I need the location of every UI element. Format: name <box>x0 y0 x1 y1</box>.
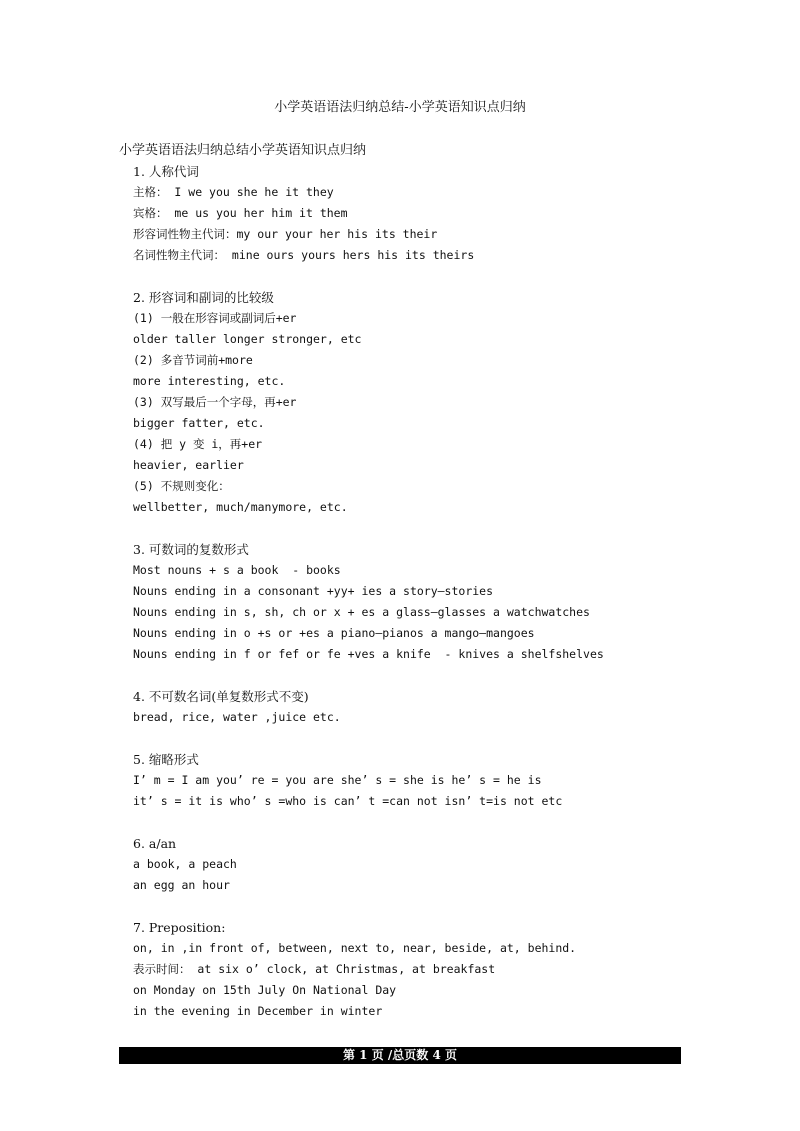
body-line: Nouns ending in s, sh, ch or x + es a glass—glasses a watchwatches <box>133 605 590 619</box>
section-heading: 1. 人称代词 <box>133 164 199 179</box>
section-comparatives <box>133 287 693 518</box>
section-heading: 3. 可数词的复数形式 <box>133 542 249 557</box>
section-articles <box>133 833 693 896</box>
body-line: Nouns ending in a consonant +yy+ ies a story—stories <box>133 584 494 598</box>
section-spacer <box>133 812 693 833</box>
section-prepositions <box>133 917 693 1022</box>
body-line: it’ s = it is who’ s =who is can’ t =can not isn’ t=is not etc <box>133 794 563 808</box>
body-line: a book, a peach <box>133 857 237 871</box>
section-spacer <box>133 665 693 686</box>
section-contractions <box>133 749 693 812</box>
section-heading: 6. a/an <box>133 836 177 851</box>
body-line: 形容词性物主代词：my our your her his its their <box>133 227 438 241</box>
body-line: in the evening in December in winter <box>133 1004 383 1018</box>
section-spacer <box>133 896 693 917</box>
section-uncountable-nouns <box>133 686 693 728</box>
body-line: Nouns ending in o +s or +es a piano—pianos a mango—mangoes <box>133 626 535 640</box>
body-line: (1) 一般在形容词或副词后+er <box>133 311 297 325</box>
body-line: bigger fatter, etc. <box>133 416 265 430</box>
body-line: on Monday on 15th July On National Day <box>133 983 397 997</box>
body-line: on, in ,in front of, between, next to, near, beside, at, behind. <box>133 941 577 955</box>
body-line: (2) 多音节词前+more <box>133 353 253 367</box>
body-line: older taller longer stronger, etc <box>133 332 362 346</box>
body-line: more interesting, etc. <box>133 374 286 388</box>
section-heading: 7. Preposition: <box>133 920 226 935</box>
body-line: Most nouns + s a book - books <box>133 563 341 577</box>
section-plural-nouns <box>133 539 693 665</box>
section-personal-pronouns <box>133 161 693 266</box>
body-line: 表示时间： at six o’ clock, at Christmas, at breakfast <box>133 962 496 976</box>
body-line: (3) 双写最后一个字母，再+er <box>133 395 297 409</box>
section-heading: 4. 不可数名词(单复数形式不变) <box>133 689 309 704</box>
page-number-footer: 第 1 页 /总页数 4 页 <box>119 1047 681 1064</box>
body-line: (5) 不规则变化： <box>133 479 230 493</box>
body-line: I’ m = I am you’ re = you are she’ s = she is he’ s = he is <box>133 773 542 787</box>
document-title: 小学英语语法归纳总结小学英语知识点归纳 <box>119 143 367 158</box>
section-heading: 2. 形容词和副词的比较级 <box>133 290 274 305</box>
body-line: heavier, earlier <box>133 458 244 472</box>
section-heading: 5. 缩略形式 <box>133 752 199 767</box>
document-body <box>133 161 693 1022</box>
body-line: an egg an hour <box>133 878 230 892</box>
section-spacer <box>133 728 693 749</box>
body-line: (4) 把 y 变 i，再+er <box>133 437 263 451</box>
section-spacer <box>133 518 693 539</box>
body-line: Nouns ending in f or fef or fe +ves a knife - knives a shelfshelves <box>133 647 604 661</box>
body-line: 名词性物主代词： mine ours yours hers his its theirs <box>133 248 475 262</box>
section-spacer <box>133 266 693 287</box>
body-line: 宾格： me us you her him it them <box>133 206 348 220</box>
page-header-title: 小学英语语法归纳总结-小学英语知识点归纳 <box>274 100 526 115</box>
body-line: 主格： I we you she he it they <box>133 185 334 199</box>
body-line: wellbetter, much/manymore, etc. <box>133 500 348 514</box>
body-line: bread, rice, water ,juice etc. <box>133 710 341 724</box>
